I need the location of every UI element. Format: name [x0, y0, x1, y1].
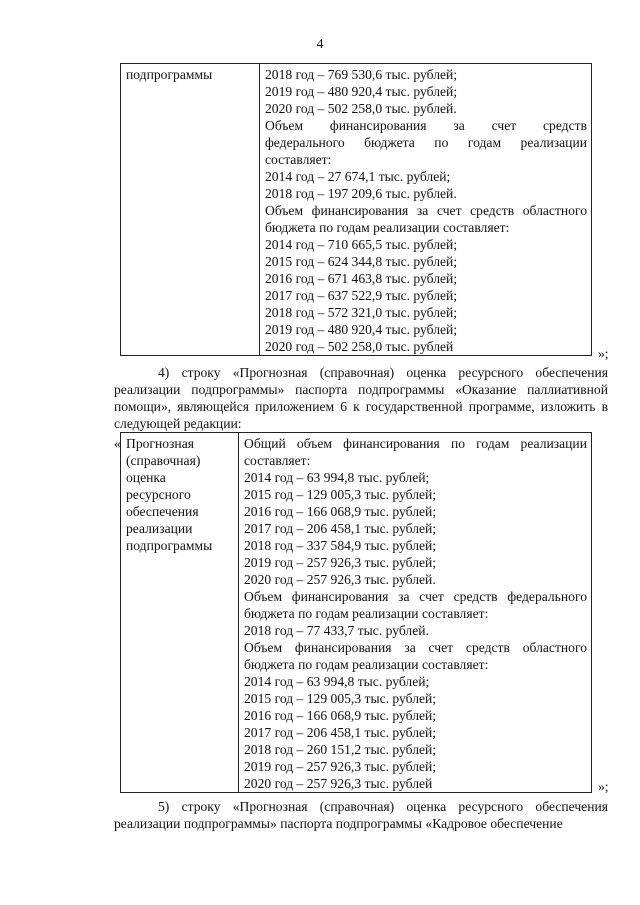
- table1-line: 2014 год – 710 665,5 тыс. рублей;: [265, 237, 458, 252]
- page-number: 4: [316, 37, 324, 52]
- table2-line: Объем финансирования за счет средств областного: [244, 640, 587, 655]
- table1-line: федерального бюджета по годам реализации: [265, 135, 587, 150]
- table1-line: 2020 год – 502 258,0 тыс. рублей: [265, 339, 454, 354]
- table2-line: 2020 год – 257 926,3 тыс. рублей.: [244, 572, 436, 587]
- table2-line: 2018 год – 77 433,7 тыс. рублей.: [244, 623, 429, 638]
- table2-line: обеспечения: [126, 504, 199, 519]
- table2-line: 2015 год – 129 005,3 тыс. рублей;: [244, 487, 437, 502]
- table1-left-cell: подпрограммы: [121, 64, 260, 356]
- table2-line: ресурсного: [126, 487, 191, 502]
- table2-line: (справочная): [126, 453, 201, 468]
- table1-line: 2016 год – 671 463,8 тыс. рублей;: [265, 271, 458, 286]
- paragraph-4-text: 4) строку «Прогнозная (справочная) оценка ресурсного обеспечения реализации подпрограммы» паспорта подпрограммы «Оказание паллиативной помощи», являющейся приложением 6 к государственной программе, изложить в следующей редакции:: [114, 365, 608, 431]
- table1-line: бюджета по годам реализации составляет:: [265, 220, 510, 235]
- table2-line: 2017 год – 206 458,1 тыс. рублей;: [244, 521, 437, 536]
- table2-line: оценка: [126, 470, 166, 485]
- table1-closing-quote: »;: [598, 346, 609, 361]
- table2-line: бюджета по годам реализации составляет:: [244, 657, 489, 672]
- table1-line: 2020 год – 502 258,0 тыс. рублей.: [265, 101, 457, 116]
- table1-line: Объем финансирования за счет средств: [265, 118, 587, 133]
- table2-line: 2015 год – 129 005,3 тыс. рублей;: [244, 691, 437, 706]
- table2-right-cell: [239, 433, 592, 793]
- table1-line: 2018 год – 197 209,6 тыс. рублей.: [265, 186, 457, 201]
- table2-line: 2016 год – 166 068,9 тыс. рублей;: [244, 504, 437, 519]
- table2-line: 2014 год – 63 994,8 тыс. рублей;: [244, 674, 430, 689]
- table2-line: Общий объем финансирования по годам реализации: [244, 436, 587, 451]
- table1-line: 2017 год – 637 522,9 тыс. рублей;: [265, 288, 458, 303]
- table1-line: 2018 год – 572 321,0 тыс. рублей;: [265, 305, 458, 320]
- table2-line: 2017 год – 206 458,1 тыс. рублей;: [244, 725, 437, 740]
- table1-line: 2019 год – 480 920,4 тыс. рублей;: [265, 84, 458, 99]
- table2-line: 2016 год – 166 068,9 тыс. рублей;: [244, 708, 437, 723]
- table2-opening-quote: «: [114, 436, 121, 451]
- table1-line: 2019 год – 480 920,4 тыс. рублей;: [265, 322, 458, 337]
- table1-right-cell: [260, 64, 592, 356]
- table2-line: 2019 год – 257 926,3 тыс. рублей;: [244, 759, 437, 774]
- table1-line: Объем финансирования за счет средств областного: [265, 203, 587, 218]
- table2-line: 2020 год – 257 926,3 тыс. рублей: [244, 776, 433, 791]
- table2-line: составляет:: [244, 453, 311, 468]
- paragraph-4: [114, 364, 608, 432]
- table2-line: подпрограммы: [126, 538, 213, 553]
- table1-line: 2018 год – 769 530,6 тыс. рублей;: [265, 67, 458, 82]
- paragraph-5: [114, 798, 608, 832]
- funding-table-2: [120, 432, 592, 793]
- paragraph-5-text: 5) строку «Прогнозная (справочная) оценка ресурсного обеспечения реализации подпрограммы» паспорта подпрограммы «Кадровое обеспечение: [114, 799, 608, 831]
- table2-line: Объем финансирования за счет средств федерального: [244, 589, 587, 604]
- funding-table-1: [120, 63, 592, 356]
- table1-line: 2014 год – 27 674,1 тыс. рублей;: [265, 169, 451, 184]
- table2-line: 2018 год – 337 584,9 тыс. рублей;: [244, 538, 437, 553]
- table2-line: реализации: [126, 521, 193, 536]
- table2-line: бюджета по годам реализации составляет:: [244, 606, 489, 621]
- table2-closing-quote: »;: [598, 779, 609, 794]
- table2-line: 2014 год – 63 994,8 тыс. рублей;: [244, 470, 430, 485]
- table1-line: 2015 год – 624 344,8 тыс. рублей;: [265, 254, 458, 269]
- table2-line: Прогнозная: [126, 436, 194, 451]
- table1-line: составляет:: [265, 152, 332, 167]
- table2-line: 2019 год – 257 926,3 тыс. рублей;: [244, 555, 437, 570]
- table2-line: 2018 год – 260 151,2 тыс. рублей;: [244, 742, 437, 757]
- table2-left-cell: [121, 433, 239, 793]
